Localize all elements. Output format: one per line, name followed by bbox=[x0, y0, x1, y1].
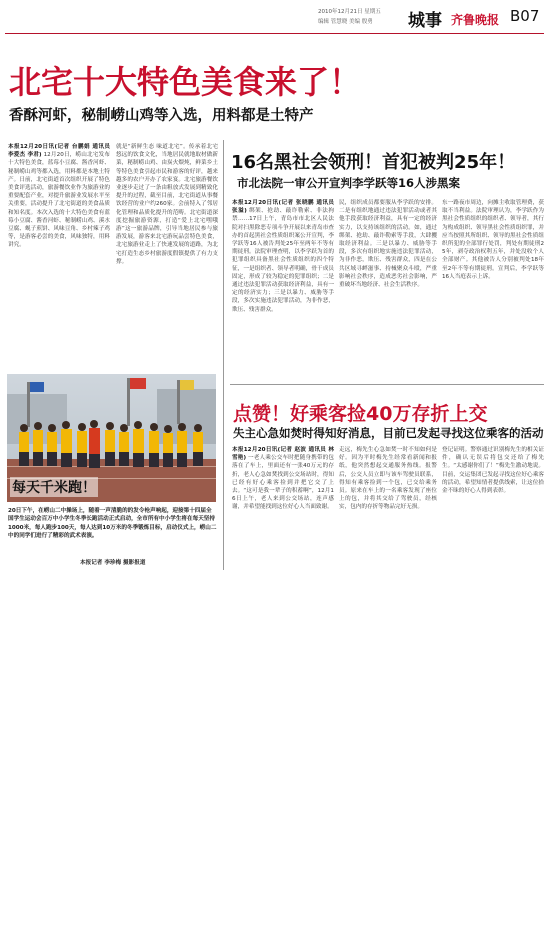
story1-byline: 本报12月20日讯(记者 台鹏娟 通讯员 李爱杰 李君) bbox=[8, 144, 110, 159]
newspaper-logo-text: 齐鲁晚报 bbox=[451, 13, 500, 27]
editor-credits: 编辑 管慧晓 美编 殷勇 bbox=[318, 19, 373, 25]
story2-column-3 bbox=[442, 199, 544, 375]
story1-subheadline: 香酥河虾，秘制崂山鸡等入选，用料都是土特产 bbox=[9, 108, 314, 124]
page-number: B07 bbox=[510, 7, 540, 25]
story3-headline: 点赞！好乘客捡40万存折上交 bbox=[233, 403, 488, 425]
photo-description: 20日下午，在崂山二中操场上，随着一声清脆的的发令枪声响起，迎接第十四届全国学生运动会百万中小学生冬季长跑活动正式启动，全市所有中小学生将在每天坚持1000米，每人跑步100天，每人达到10万米的冬季锻炼目标，启动仪式上，崂山二中的同学们进行了精彩的武术表演。 bbox=[8, 508, 217, 540]
story2-column-2 bbox=[339, 199, 437, 375]
story1-headline: 北宅十大特色美食来了！ bbox=[9, 63, 362, 101]
issue-date: 2010年12月21日 星期五 bbox=[318, 9, 381, 15]
column-divider bbox=[223, 140, 224, 570]
story2-subheadline: 市北法院一审公开宣判李学跃等16人涉黑案 bbox=[237, 176, 461, 190]
newspaper-logo bbox=[451, 9, 501, 25]
story3-subheadline: 失主心急如焚时得知好消息，目前已发起寻找这位乘客的活动 bbox=[233, 426, 544, 440]
story2-column-1 bbox=[232, 199, 334, 375]
story3-column-3 bbox=[442, 446, 544, 568]
story2-body-2: 民，组织成员都要服从李学跃的安排。二是有组织地通过违法犯罪活动或者其他手段获取经济利益，具有一定的经济实力，以支持该组织的活动。如，通过绑架、抢劫、敲诈勒索等手段，大肆攫取经济利益。三是以暴力、威胁等手段，多次有组织地实施违法犯罪活动，为非作恶，欺压、残害群众，四是在公共区域寻衅滋事、持械聚众斗殴，严重影响社会秩序，造成恶劣社会影响，严重破坏当地经济、社会生活秩序。 bbox=[339, 200, 437, 289]
story1-body-2: 就是“新鲜生态 味道北宅”。传承着北宅悠远的饮食文化，当地居民就地取材做新菜，秘制崂山鸡、由炭火煨炖，鲜菜乡土等特色美食引起市民和游客的好评，越来越多的农户开办了农家宴。北宅旅游餐饮业逐步走过了一条由粗放式发展到精致化提升的过程，截至目前，北宅街道从事餐饮经营的业户约260家。会前特入了邻居化管理和品质化提升的范畴。北宅街道深度挖掘旅游资源，打造“爱上北宅嘿哦游”这一旅游品牌，引导当地居民参与旅游发展，游客来北宅游玩品尝特色美食，北宅旅游业走上了快速发展的道路，为北宅打造生态乡村旅游度假镇提供了有力支撑。 bbox=[116, 144, 218, 265]
story1-column-1 bbox=[8, 143, 110, 368]
story1-column-2 bbox=[116, 143, 218, 368]
story1-body-1: 12月20日，崂山北宅发布十大特色美食，蓝莓小豆腐、酱香河虾、秘制崂山鸡等都入选，用料都是本地土特产。日前，北宅街道首次组织开展了特色美食评选活动，旅游餐饮业作为旅游业的重要配套产业，对提升旅游业发展水平至关重要，活动提升了北宅街道的美食品质和知名度。本次入选的十大特色美食有蓝莓小豆腐、酱香河虾、秘制崂山鸡、溪水豆腐、蚬子煎饼、风味豆角、乡村辣子鸡等，是游客必尝的美食，风味独特，用料讲究。 bbox=[8, 152, 110, 249]
story2-headline: 16名黑社会领刑！首犯被判25年！ bbox=[231, 152, 516, 173]
section-name: 城事 bbox=[408, 11, 442, 31]
story2-body-1: 绑架、抢劫、敲诈勒索、非法拘禁……17日上午，青岛市市北区人民法院对扫黑除恶专项斗争开展以来青岛市查办的首起黑社会性质组织案公开宣判，李学跃等16人被告判处25年至两年不等有期徒刑。法院审理查明，以李学跃为首的犯罪组织具备黑社会性质组织的四个特征，一是组织者、领导者明确，骨干成员固定，形成了较为稳定的犯罪组织；二是通过违法犯罪活动获取经济利益，具有一定的经济实力；三是以暴力、威胁等手段，多次实施违法犯罪活动，为非作恶，欺压、残害群众。 bbox=[232, 208, 334, 313]
story3-body-3: 登记证明。警察通过识别梅先生的相关证件，确认无误后将包交还给了梅先生。“太感谢你们了！”梅先生激动地说。目前，交运集团已发起寻找这位好心乘客的活动，希望知情者提供线索，让这位拾金不昧的好心人得到表彰。 bbox=[442, 447, 544, 495]
header-rule bbox=[5, 33, 544, 34]
story3-body-2: 走远，梅先生心急如焚一时不知如何是好。因为平时梅先生经常看新闻和报纸，他突然想起交通服务热线。报警后，公交人员立即与该车驾驶员联系，得知有乘客捡到一个包，已交给乘务员。原来在车上的一名乘客发现了座位上的包，并将其交给了驾驶员，经核实，包内的存折等物品完好无损。 bbox=[339, 447, 437, 511]
photo-caption: 每天千米跑！ bbox=[10, 477, 98, 497]
story2-byline: 本报12月20日讯(记者 张晓鹏 通讯员 张溢) bbox=[232, 200, 334, 215]
story3-body-1: 一老人乘公交车时把随身携带的包落在了车上，里面还有一张40万元的存折，老人心急如焚找到公交场站时，得知已经有好心乘客捡到并把它交了上去。“这可是我一辈子的积蓄啊”，12月16日上午，老人来到公交场站，连声感谢，并希望能找到这位好心人当面致谢。 bbox=[232, 455, 334, 511]
story3-column-2 bbox=[339, 446, 437, 568]
page-header bbox=[0, 0, 550, 38]
story-divider bbox=[230, 384, 544, 385]
photo-credit: 本报记者 李珍梅 摄影报道 bbox=[80, 560, 146, 566]
story3-column-1 bbox=[232, 446, 334, 568]
story2-body-3: 东一路夜市周边，向摊主收取管理费，获取不当利益。法院审理认为，李学跃作为黑社会性质组织的组织者、领导者，其行为构成组织、领导黑社会性质组织罪，并应当按照其所组织、领导的黑社会性质组织所犯的全部罪行处罚，判处有期徒刑25年，剥夺政治权利五年，并处没收个人全部财产。其他被告人分别被判处18年至2年不等有期徒刑。宣判后，李学跃等16人当庭表示上诉。 bbox=[442, 200, 544, 280]
story3-byline: 本报12月20日讯(记者 赵波 通讯员 林雪艳) bbox=[232, 447, 334, 462]
